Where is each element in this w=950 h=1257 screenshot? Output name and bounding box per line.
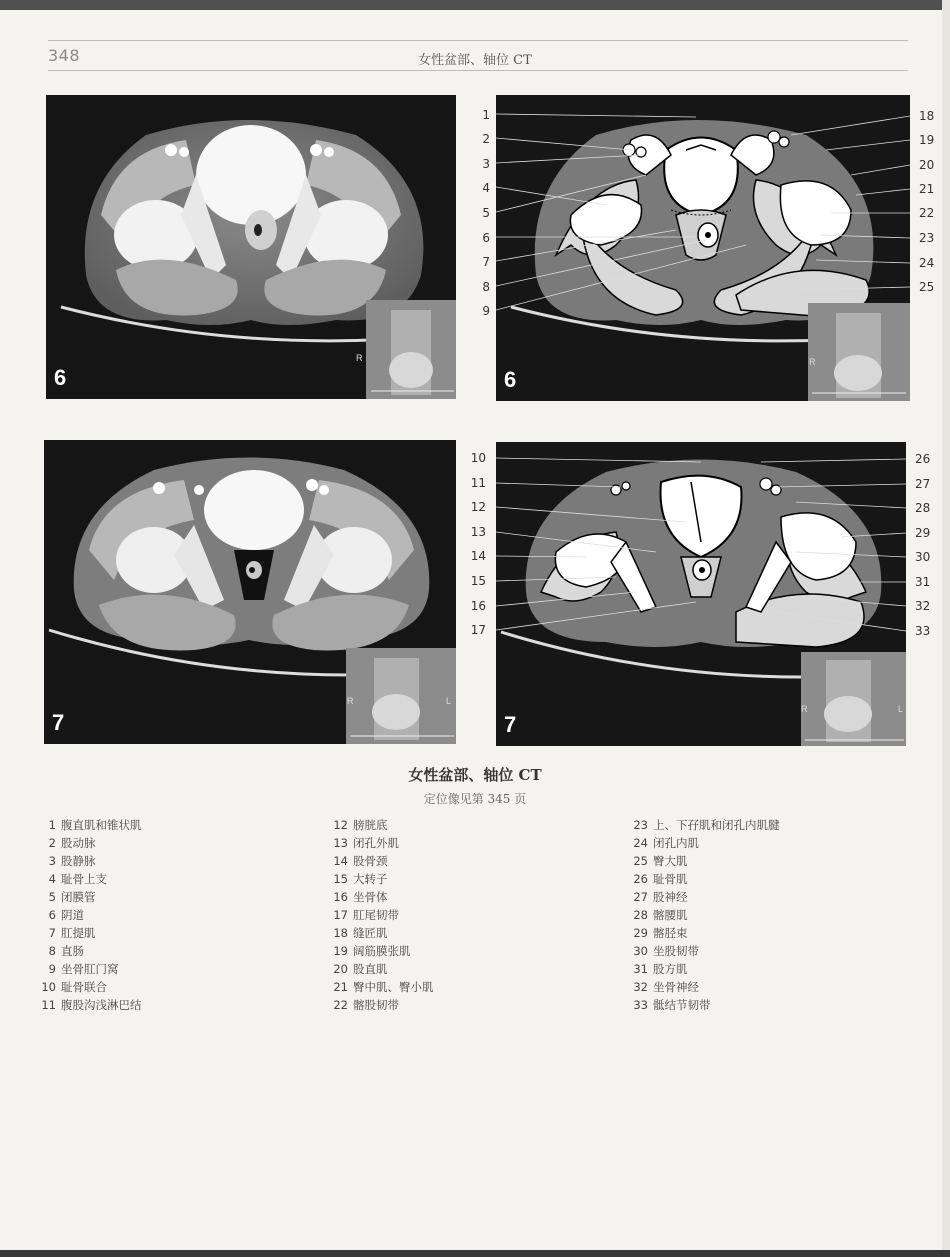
callout-19: 19	[919, 133, 935, 147]
callout-15: 15	[470, 574, 486, 588]
callout-13: 13	[470, 525, 486, 539]
legend-item: 27 股神经	[633, 890, 688, 904]
callout-28: 28	[915, 501, 931, 515]
legend-item: 32 坐骨神经	[633, 980, 699, 994]
callout-4: 4	[482, 181, 490, 195]
legend-item: 9 坐骨肛门窝	[48, 962, 119, 976]
legend-item: 23 上、下孖肌和闭孔内肌腱	[633, 818, 780, 832]
legend-item: 21 臀中肌、臀小肌	[333, 980, 434, 994]
legend-item: 12 膀胱底	[333, 818, 388, 832]
labeled-ct-6	[496, 95, 910, 401]
legend-item: 16 坐骨体	[333, 890, 388, 904]
legend-item: 29 髂胫束	[633, 926, 688, 940]
callout-11: 11	[470, 476, 486, 490]
legend-item: 18 缝匠肌	[333, 926, 388, 940]
topogram-r-label: R	[356, 353, 363, 363]
legend-item: 3 股静脉	[48, 854, 96, 868]
callout-26: 26	[915, 452, 931, 466]
callout-3: 3	[482, 157, 490, 171]
legend-item: 28 髂腰肌	[633, 908, 688, 922]
legend-column-2	[330, 816, 434, 1014]
callout-18: 18	[919, 109, 935, 123]
top-dark-bar	[0, 0, 950, 10]
legend-item: 31 股方肌	[633, 962, 688, 976]
legend-item: 4 耻骨上支	[48, 872, 107, 886]
callout-22: 22	[919, 206, 935, 220]
ct-image-7	[44, 440, 456, 744]
panel-number-7: 7	[504, 712, 517, 737]
panel-number-7: 7	[52, 710, 65, 735]
page-edge	[942, 0, 950, 1257]
callout-25: 25	[919, 280, 935, 294]
legend-item: 26 耻骨肌	[633, 872, 688, 886]
legend-item: 13 闭孔外肌	[333, 836, 399, 850]
callout-20: 20	[919, 158, 935, 172]
callout-8: 8	[482, 280, 490, 294]
callout-17: 17	[470, 623, 486, 637]
callout-6: 6	[482, 231, 490, 245]
callout-7: 7	[482, 255, 490, 269]
callout-27: 27	[915, 477, 931, 491]
legend-item: 1 腹直肌和锥状肌	[48, 818, 142, 832]
callout-23: 23	[919, 231, 935, 245]
legend-item: 19 阔筋膜张肌	[333, 944, 411, 958]
callout-5: 5	[482, 206, 490, 220]
running-title: 女性盆部、轴位 CT	[418, 53, 532, 68]
legend-column-3	[630, 816, 780, 1014]
callout-2: 2	[482, 132, 490, 146]
topogram-r-label: R	[801, 704, 808, 714]
callout-14: 14	[470, 549, 486, 563]
legend-item: 8 直肠	[48, 944, 84, 958]
panel-number-6: 6	[504, 367, 517, 392]
panel-number-6: 6	[54, 365, 67, 390]
page-number: 348	[48, 46, 81, 65]
topogram-r-label: R	[347, 696, 354, 706]
legend-column-1	[38, 816, 142, 1014]
callout-16: 16	[470, 599, 486, 613]
topogram-r-label: R	[809, 357, 816, 367]
bottom-dark-bar	[0, 1250, 950, 1257]
legend-item: 10 耻骨联合	[41, 980, 107, 994]
callout-10: 10	[470, 451, 486, 465]
legend-item: 7 肛提肌	[48, 926, 96, 940]
legend-item: 14 股骨颈	[333, 854, 388, 868]
callout-31: 31	[915, 575, 931, 589]
figure-caption-subtitle: 定位像见第 345 页	[423, 792, 527, 806]
callout-9: 9	[482, 304, 490, 318]
legend-item: 11 腹股沟浅淋巴结	[41, 998, 142, 1012]
header-rule-bottom	[48, 70, 908, 71]
topogram-l-label: L	[898, 704, 904, 714]
callout-29: 29	[915, 526, 931, 540]
header-rule-top	[48, 40, 908, 41]
legend-item: 6 阴道	[48, 908, 84, 922]
callout-32: 32	[915, 599, 931, 613]
legend-item: 25 臀大肌	[633, 854, 688, 868]
legend-item: 2 股动脉	[48, 836, 96, 850]
legend-item: 24 闭孔内肌	[633, 836, 699, 850]
callout-33: 33	[915, 624, 931, 638]
legend-item: 5 闭膜管	[48, 890, 96, 904]
labeled-ct-7	[496, 442, 906, 746]
topogram-l-label: L	[446, 696, 452, 706]
legend-item: 15 大转子	[333, 872, 388, 886]
legend-item: 17 肛尾韧带	[333, 908, 399, 922]
callout-12: 12	[470, 500, 486, 514]
legend-item: 22 髂股韧带	[333, 998, 399, 1012]
callout-30: 30	[915, 550, 931, 564]
legend-item: 20 股直肌	[333, 962, 388, 976]
figure-caption-title: 女性盆部、轴位 CT	[408, 766, 542, 784]
callout-21: 21	[919, 182, 935, 196]
legend-item: 33 骶结节韧带	[633, 998, 711, 1012]
callout-1: 1	[482, 108, 490, 122]
legend-item: 30 坐股韧带	[633, 944, 699, 958]
ct-image-6	[46, 95, 456, 399]
callout-24: 24	[919, 256, 935, 270]
